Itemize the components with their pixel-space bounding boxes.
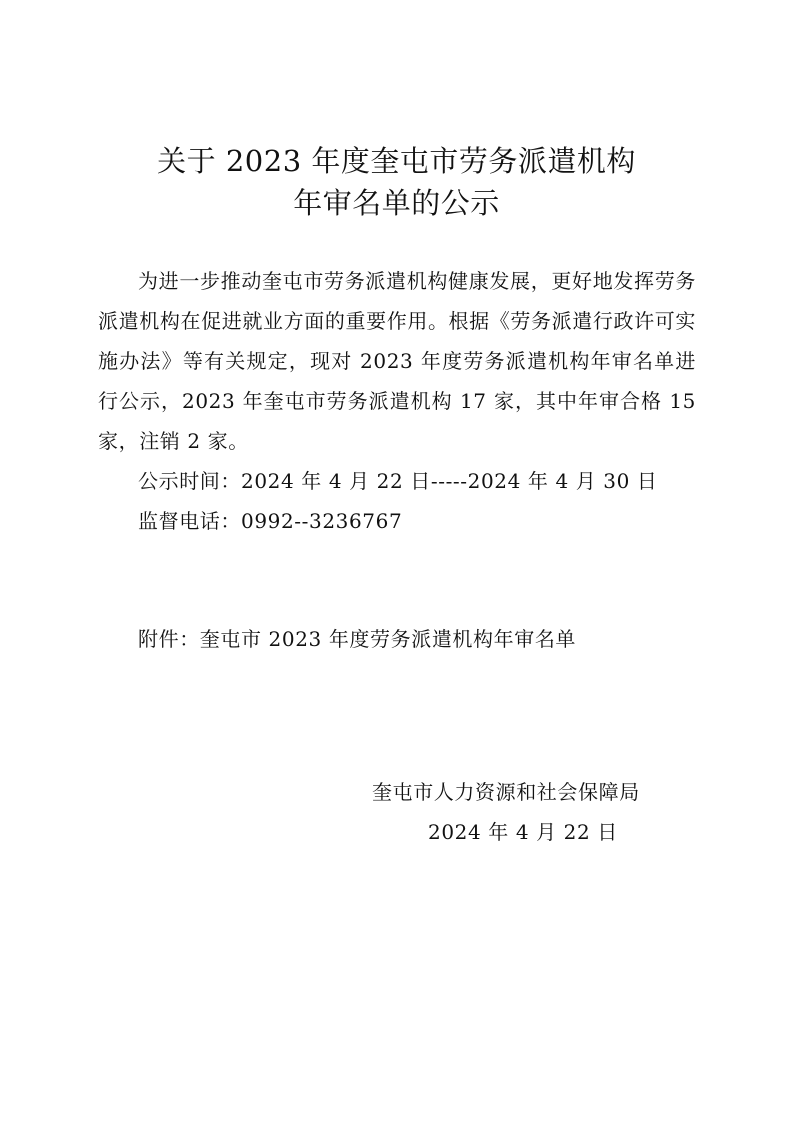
attachment-note: 附件：奎屯市 2023 年度劳务派遣机构年审名单 bbox=[138, 627, 577, 651]
issuing-authority: 奎屯市人力资源和社会保障局 bbox=[372, 780, 640, 804]
document-title-line-2: 年审名单的公示 bbox=[293, 186, 500, 220]
publication-time: 公示时间：2024 年 4 月 22 日-----2024 年 4 月 30 日 bbox=[138, 469, 658, 493]
supervision-phone: 监督电话：0992--3236767 bbox=[138, 509, 403, 533]
issue-date: 2024 年 4 月 22 日 bbox=[428, 820, 618, 844]
document-title-line-1: 关于 2023 年度奎屯市劳务派遣机构 bbox=[157, 144, 636, 178]
announcement-paragraph: 为进一步推动奎屯市劳务派遣机构健康发展，更好地发挥劳务派遣机构在促进就业方面的重要作用。根据《劳务派遣行政许可实施办法》等有关规定，现对 2023 年度劳务派遣机构年审名单进行公示，2023 年奎屯市劳务派遣机构 17 家，其中年审合格 15 家，注销 2 家。 bbox=[98, 269, 696, 453]
